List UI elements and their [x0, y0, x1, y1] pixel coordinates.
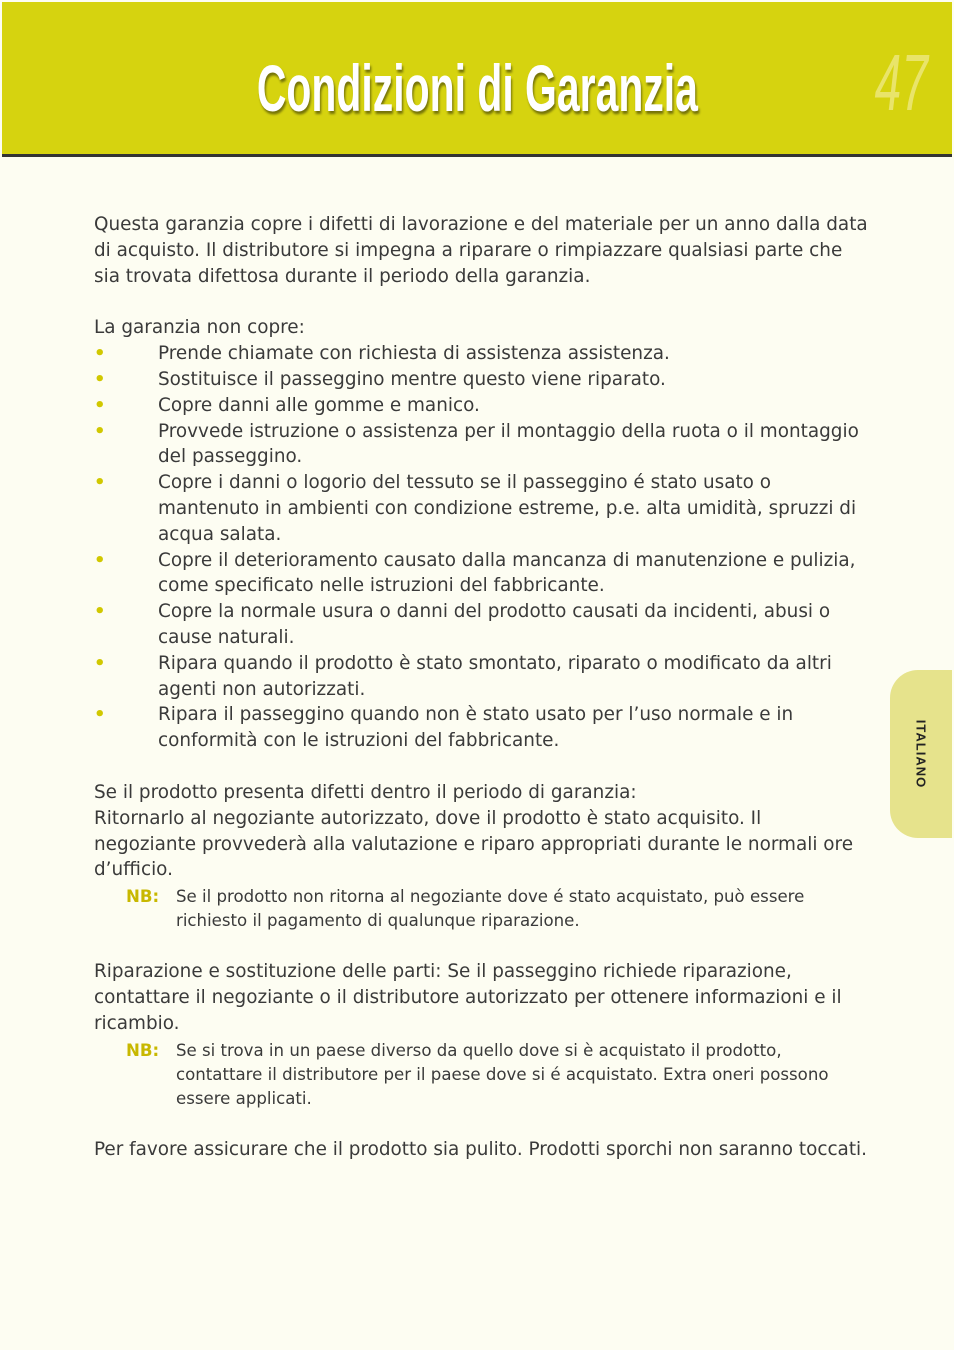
defect-heading: Se il prodotto presenta difetti dentro il periodo di garanzia:	[94, 781, 637, 803]
note-text: Se il prodotto non ritorna al negoziante dove é stato acquistato, può essere richiesto il pagamento di qualunque riparazione.	[176, 887, 805, 931]
note-text: Se si trova in un paese diverso da quello dove si è acquistato il prodotto, contattare il distributore per il paese dove si é acquistato. Extra oneri possono essere applicati.	[176, 1040, 829, 1108]
bullet-icon: •	[94, 549, 106, 571]
language-label: ITALIANO	[913, 719, 929, 789]
list-item: • Ripara il passeggino quando non è stato usato per l’uso normale e in conformità con le istruzioni del fabbricante.	[94, 704, 794, 752]
list-item: • Copre il deterioramento causato dalla mancanza di manutenzione e pulizia, come specificato nelle istruzioni del fabbricante.	[94, 549, 856, 597]
list-item: • Copre i danni o logorio del tessuto se il passeggino é stato usato o mantenuto in ambienti con condizione estreme, p.e. alta umidità, spruzzi di acqua salata.	[94, 472, 857, 545]
page-number: 47	[874, 38, 928, 127]
list-item: • Copre la normale usura o danni del prodotto causati da incidenti, abusi o cause naturali.	[94, 601, 831, 648]
language-tab	[890, 670, 952, 838]
document-body	[94, 212, 869, 1162]
not-covered-list	[94, 341, 869, 754]
bullet-icon: •	[94, 472, 106, 494]
note-block	[126, 885, 869, 933]
page-header	[2, 2, 952, 157]
list-item: • Provvede istruzione o assistenza per il montaggio della ruota o il montaggio del passeggino.	[94, 420, 859, 468]
bullet-icon: •	[94, 704, 106, 726]
note-label: NB:	[126, 1040, 160, 1060]
bullet-icon: •	[94, 420, 106, 442]
intro-paragraph: Questa garanzia copre i difetti di lavorazione e del materiale per un anno dalla data di acquisto. Il distributore si impegna a riparare o rimpiazzare qualsiasi parte che sia trovata difettosa durante il periodo della garanzia.	[94, 214, 868, 287]
bullet-icon: •	[94, 343, 106, 365]
list-item: • Ripara quando il prodotto è stato smontato, riparato o modificato da altri agenti non autorizzati.	[94, 652, 832, 700]
bullet-icon: •	[94, 652, 106, 674]
list-item: • Sostituisce il passeggino mentre questo viene riparato.	[94, 367, 869, 393]
list-item: • Copre danni alle gomme e manico.	[94, 393, 869, 419]
note-block	[126, 1039, 869, 1111]
defect-paragraph: Ritornarlo al negoziante autorizzato, dove il prodotto è stato acquisito. Il negoziante provvederà alla valutazione e riparo appropriati durante le normali ore d’ufficio.	[94, 807, 854, 881]
bullet-icon: •	[94, 368, 106, 390]
repair-paragraph: Riparazione e sostituzione delle parti: Se il passeggino richiede riparazione, contattare il negoziante o il distributore autorizzato per ottenere informazioni e il ricambio.	[94, 961, 842, 1034]
list-item: • Prende chiamate con richiesta di assistenza assistenza.	[94, 341, 869, 367]
bullet-icon: •	[94, 601, 106, 623]
bullet-icon: •	[94, 394, 106, 416]
note-label: NB:	[126, 887, 160, 907]
not-covered-heading: La garanzia non copre:	[94, 317, 305, 339]
closing-paragraph: Per favore assicurare che il prodotto sia pulito. Prodotti sporchi non saranno toccati.	[94, 1138, 867, 1160]
page-title: Condizioni di Garanzia	[256, 51, 698, 125]
